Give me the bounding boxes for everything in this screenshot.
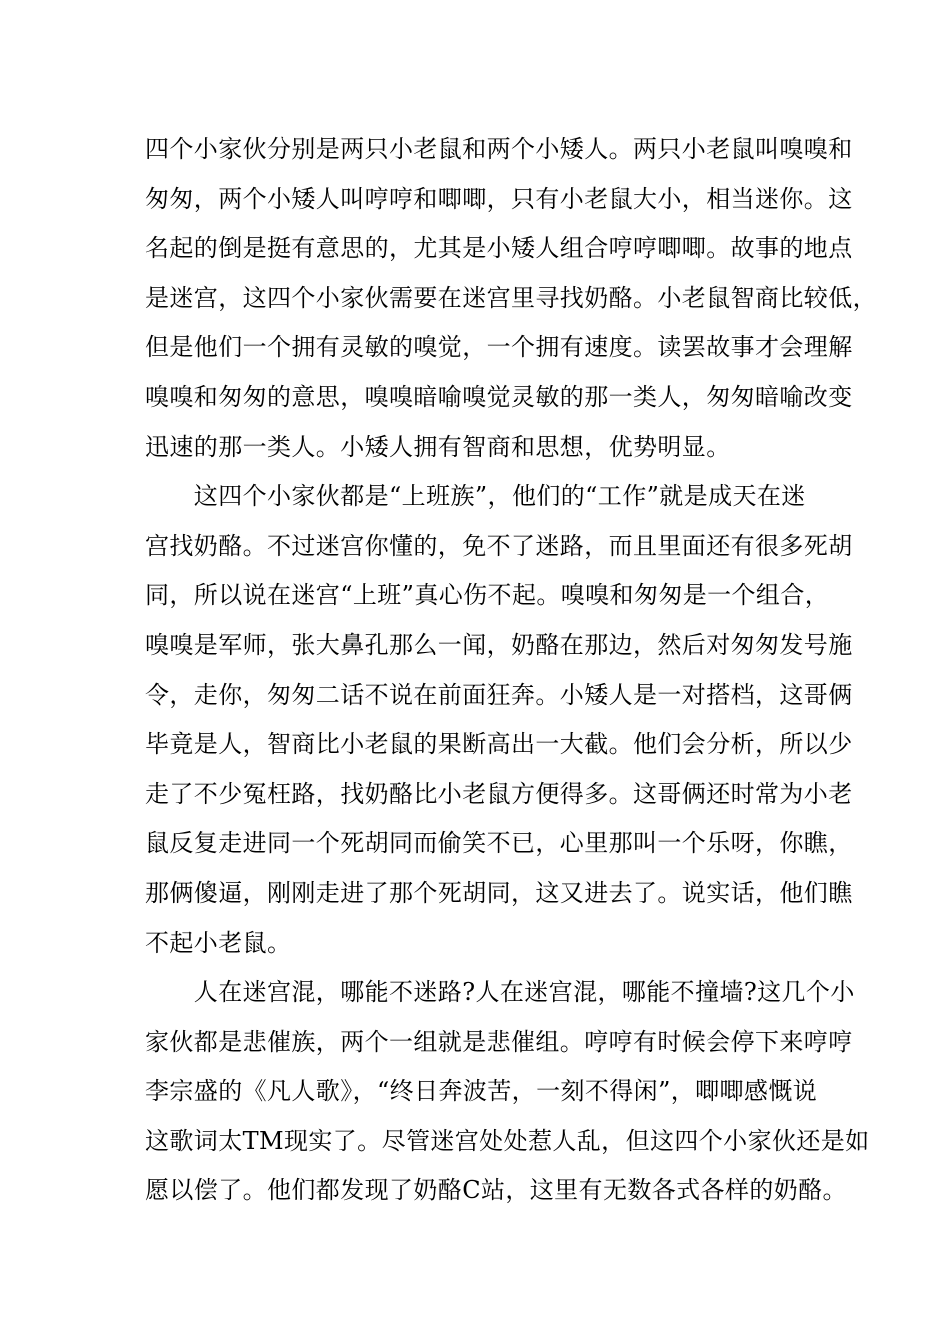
paragraph-2	[145, 472, 853, 968]
text-line: 四个小家伙分别是两只小老鼠和两个小矮人。两只小老鼠叫嗅嗅和	[145, 135, 853, 163]
text-line: 人在迷宫混，哪能不迷路?人在迷宫混，哪能不撞墙?这几个小	[145, 978, 855, 1007]
text-line: 那俩傻逼，刚刚走进了那个死胡同，这又进去了。说实话，他们瞧	[145, 878, 853, 907]
text-line: 毕竟是人，智商比小老鼠的果断高出一大截。他们会分析，所以少	[145, 730, 853, 759]
text-line: 名起的倒是挺有意思的，尤其是小矮人组合哼哼唧唧。故事的地点	[145, 234, 853, 263]
text-line: 匆匆，两个小矮人叫哼哼和唧唧，只有小老鼠大小，相当迷你。这	[145, 184, 853, 213]
paragraph-1	[145, 125, 877, 472]
text-line: 嗅嗅是军师，张大鼻孔那么一闻，奶酪在那边，然后对匆匆发号施	[145, 630, 853, 659]
text-line: 走了不少冤枉路，找奶酪比小老鼠方便得多。这哥俩还时常为小老	[145, 779, 853, 808]
text-line: 家伙都是悲催族，两个一组就是悲催组。哼哼有时候会停下来哼哼	[145, 1027, 853, 1056]
text-line: 愿以偿了。他们都发现了奶酪C站，这里有无数各式各样的奶酪。	[145, 1176, 847, 1205]
text-line: 不起小老鼠。	[145, 928, 292, 957]
text-line: 迅速的那一类人。小矮人拥有智商和思想，优势明显。	[145, 432, 731, 461]
text-line: 这歌词太TM现实了。尽管迷宫处处惹人乱，但这四个小家伙还是如	[145, 1126, 870, 1155]
text-line: 嗅嗅和匆匆的意思，嗅嗅暗喻嗅觉灵敏的那一类人，匆匆暗喻改变	[145, 382, 853, 411]
text-line: 令，走你，匆匆二话不说在前面狂奔。小矮人是一对搭档，这哥俩	[145, 680, 853, 709]
text-line: 是迷宫，这四个小家伙需要在迷宫里寻找奶酪。小老鼠智商比较低，	[145, 283, 877, 312]
text-line: 李宗盛的《凡人歌》，“终日奔波苦，一刻不得闲”，唧唧感慨说	[145, 1077, 818, 1106]
text-line: 宫找奶酪。不过迷宫你懂的，免不了迷路，而且里面还有很多死胡	[145, 531, 853, 560]
document-body	[145, 125, 877, 1216]
paragraph-3	[145, 968, 870, 1216]
text-line: 同，所以说在迷宫“上班”真心伤不起。嗅嗅和匆匆是一个组合，	[145, 581, 830, 610]
text-line: 但是他们一个拥有灵敏的嗅觉，一个拥有速度。读罢故事才会理解	[145, 333, 853, 362]
text-line: 鼠反复走进同一个死胡同而偷笑不已，心里那叫一个乐呀，你瞧，	[145, 829, 853, 858]
text-line: 这四个小家伙都是“上班族”，他们的“工作”就是成天在迷	[145, 482, 806, 511]
